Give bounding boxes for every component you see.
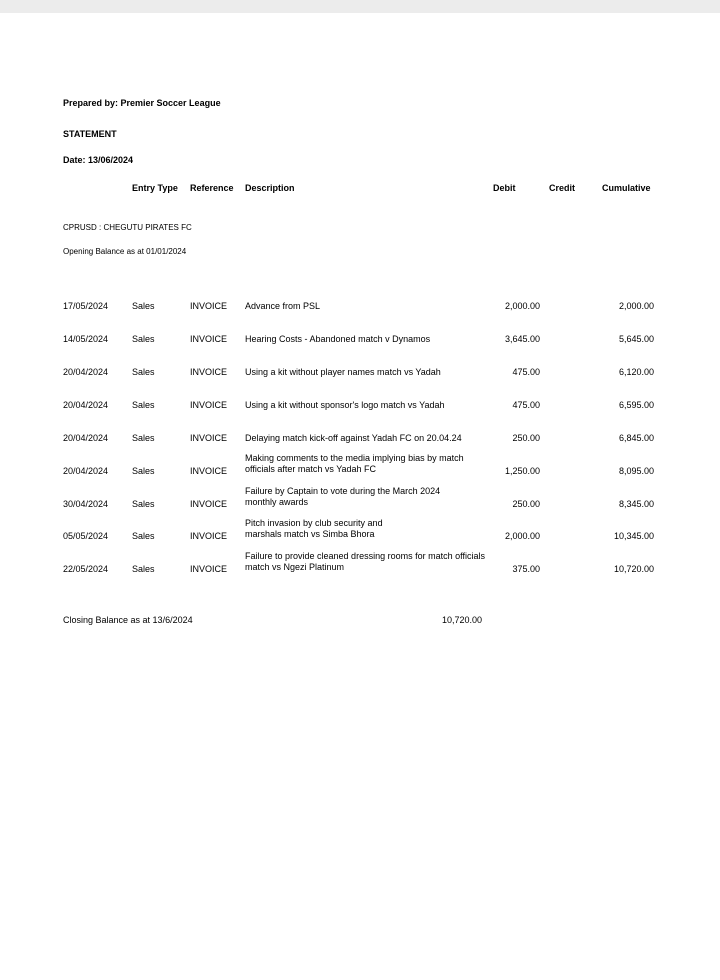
statement-date: Date: 13/06/2024 xyxy=(63,155,134,165)
row-date: 30/04/2024 xyxy=(63,499,109,509)
row-debit: 475.00 xyxy=(512,367,540,377)
row-reference: INVOICE xyxy=(190,466,228,476)
row-cumulative: 8,095.00 xyxy=(618,466,654,476)
row-cumulative: 6,845.00 xyxy=(618,433,654,443)
row-entry-type: Sales xyxy=(132,301,155,311)
row-cumulative: 6,120.00 xyxy=(618,367,654,377)
row-cumulative: 10,720.00 xyxy=(613,564,654,574)
row-cumulative: 6,595.00 xyxy=(618,400,654,410)
row-reference: INVOICE xyxy=(190,301,228,311)
row-entry-type: Sales xyxy=(132,367,155,377)
document-title: STATEMENT xyxy=(63,129,117,139)
closing-balance-label: Closing Balance as at 13/6/2024 xyxy=(63,615,193,625)
header-debit: Debit xyxy=(493,183,516,193)
header-cumulative: Cumulative xyxy=(602,183,651,193)
row-entry-type: Sales xyxy=(132,400,155,410)
row-entry-type: Sales xyxy=(132,564,155,574)
row-debit: 2,000.00 xyxy=(504,301,540,311)
opening-balance: Opening Balance as at 01/01/2024 xyxy=(63,247,187,256)
row-description: Pitch invasion by club security and marshals match vs Simba Bhora xyxy=(245,518,383,539)
row-debit: 375.00 xyxy=(512,564,540,574)
row-debit: 1,250.00 xyxy=(504,466,540,476)
row-debit: 475.00 xyxy=(512,400,540,410)
row-reference: INVOICE xyxy=(190,433,228,443)
row-description: Using a kit without sponsor's logo match vs Yadah xyxy=(245,400,445,410)
row-description: Hearing Costs - Abandoned match v Dynamos xyxy=(245,334,431,344)
row-cumulative: 10,345.00 xyxy=(613,531,654,541)
row-reference: INVOICE xyxy=(190,564,228,574)
row-date: 05/05/2024 xyxy=(63,531,109,541)
row-description: Making comments to the media implying bias by match officials after match vs Yadah FC xyxy=(245,453,464,474)
header-credit: Credit xyxy=(549,183,576,193)
row-date: 22/05/2024 xyxy=(63,564,109,574)
row-debit: 3,645.00 xyxy=(504,334,540,344)
row-entry-type: Sales xyxy=(132,466,155,476)
row-reference: INVOICE xyxy=(190,400,228,410)
row-description: Failure to provide cleaned dressing rooms for match officials match vs Ngezi Platinum xyxy=(245,551,485,572)
header-reference: Reference xyxy=(190,183,234,193)
row-date: 20/04/2024 xyxy=(63,466,109,476)
row-debit: 250.00 xyxy=(512,499,540,509)
account-name: CPRUSD : CHEGUTU PIRATES FC xyxy=(63,223,192,232)
row-date: 20/04/2024 xyxy=(63,400,109,410)
row-description: Advance from PSL xyxy=(245,301,321,311)
header-entry-type: Entry Type xyxy=(132,183,178,193)
header-description: Description xyxy=(245,183,295,193)
row-description: Failure by Captain to vote during the March 2024 monthly awards xyxy=(245,486,441,507)
row-cumulative: 8,345.00 xyxy=(618,499,654,509)
row-cumulative: 2,000.00 xyxy=(618,301,654,311)
row-reference: INVOICE xyxy=(190,499,228,509)
closing-balance-value: 10,720.00 xyxy=(441,615,482,625)
row-description: Using a kit without player names match vs Yadah xyxy=(245,367,441,377)
row-entry-type: Sales xyxy=(132,433,155,443)
row-date: 20/04/2024 xyxy=(63,367,109,377)
row-reference: INVOICE xyxy=(190,334,228,344)
row-date: 20/04/2024 xyxy=(63,433,109,443)
row-cumulative: 5,645.00 xyxy=(618,334,654,344)
row-reference: INVOICE xyxy=(190,531,228,541)
row-debit: 2,000.00 xyxy=(504,531,540,541)
row-description: Delaying match kick-off against Yadah FC on 20.04.24 xyxy=(245,433,462,443)
row-entry-type: Sales xyxy=(132,334,155,344)
row-reference: INVOICE xyxy=(190,367,228,377)
row-date: 14/05/2024 xyxy=(63,334,109,344)
top-bar xyxy=(0,0,720,13)
row-entry-type: Sales xyxy=(132,531,155,541)
row-date: 17/05/2024 xyxy=(63,301,109,311)
row-debit: 250.00 xyxy=(512,433,540,443)
row-entry-type: Sales xyxy=(132,499,155,509)
prepared-by: Prepared by: Premier Soccer League xyxy=(63,98,221,108)
